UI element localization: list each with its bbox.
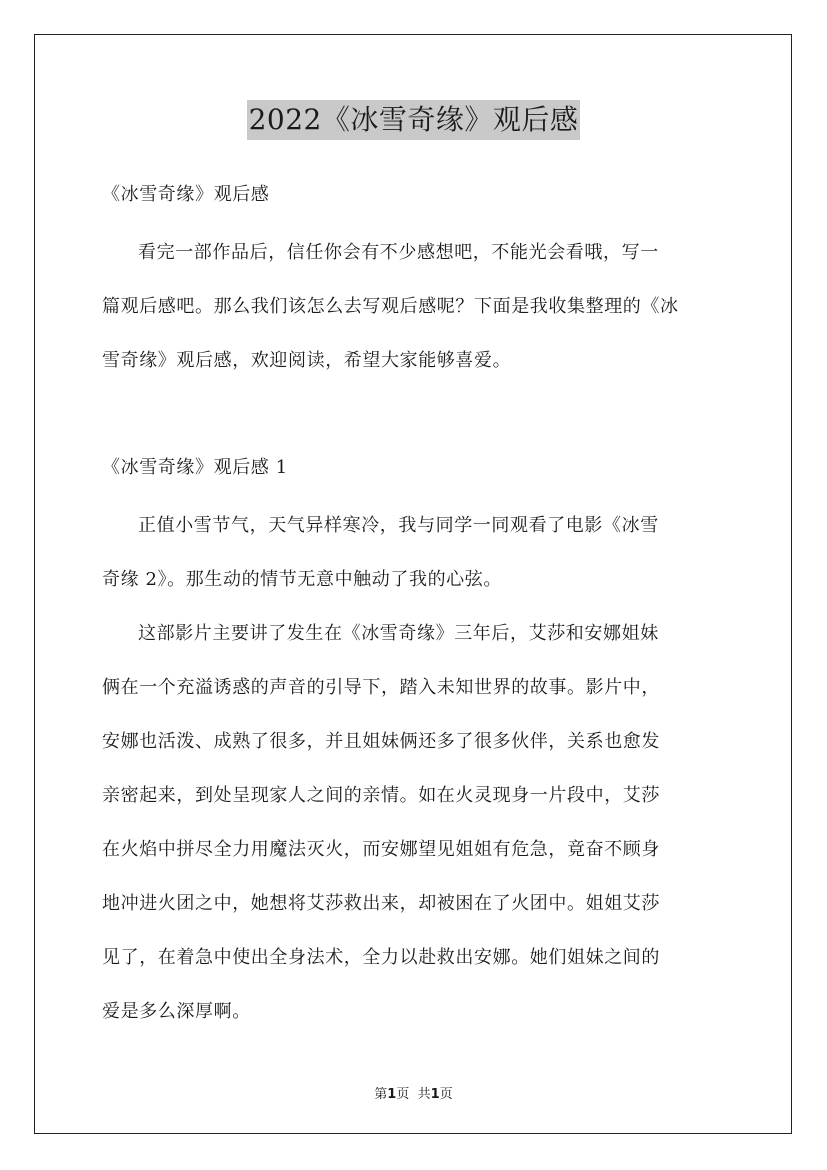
footer-page-number: 1 (387, 1087, 397, 1102)
section-heading: 《冰雪奇缘》观后感 1 (102, 457, 288, 478)
page-footer (0, 1083, 827, 1102)
paragraph-line: 奇缘 2》。那生动的情节无意中触动了我的心弦。 (102, 569, 502, 590)
paragraph-line: 安娜也活泼、成熟了很多，并且姐妹俩还多了很多伙伴，关系也愈发 (102, 731, 660, 752)
footer-total-pages: 1 (430, 1087, 440, 1102)
paragraph-line: 在火焰中拼尽全力用魔法灭火，而安娜望见姐姐有危急，竟奋不顾身 (102, 839, 660, 860)
paragraph-line: 地冲进火团之中，她想将艾莎救出来，却被困在了火团中。姐姐艾莎 (102, 893, 660, 914)
paragraph-line: 这部影片主要讲了发生在《冰雪奇缘》三年后，艾莎和安娜姐妹 (138, 623, 659, 644)
footer-total-prefix: 共 (417, 1087, 431, 1102)
footer-total-suffix: 页 (439, 1087, 453, 1102)
intro-heading: 《冰雪奇缘》观后感 (102, 184, 270, 205)
paragraph-line: 爱是多么深厚啊。 (102, 1001, 251, 1022)
footer-prefix: 第 (374, 1087, 388, 1102)
paragraph-line: 篇观后感吧。那么我们该怎么去写观后感呢？下面是我收集整理的《冰 (102, 296, 679, 317)
paragraph-line: 亲密起来，到处呈现家人之间的亲情。如在火灵现身一片段中，艾莎 (102, 785, 660, 806)
paragraph-line: 俩在一个充溢诱惑的声音的引导下，踏入未知世界的故事。影片中， (102, 677, 660, 698)
title-container (0, 100, 827, 140)
footer-page-suffix: 页 (396, 1087, 410, 1102)
paragraph-line: 见了，在着急中使出全身法术，全力以赴救出安娜。她们姐妹之间的 (102, 947, 660, 968)
paragraph-line: 雪奇缘》观后感，欢迎阅读，希望大家能够喜爱。 (102, 350, 512, 371)
paragraph-line: 正值小雪节气，天气异样寒冷，我与同学一同观看了电影《冰雪 (138, 515, 659, 536)
paragraph-line: 看完一部作品后，信任你会有不少感想吧，不能光会看哦，写一 (138, 242, 659, 263)
document-title: 2022《冰雪奇缘》观后感 (247, 100, 581, 140)
